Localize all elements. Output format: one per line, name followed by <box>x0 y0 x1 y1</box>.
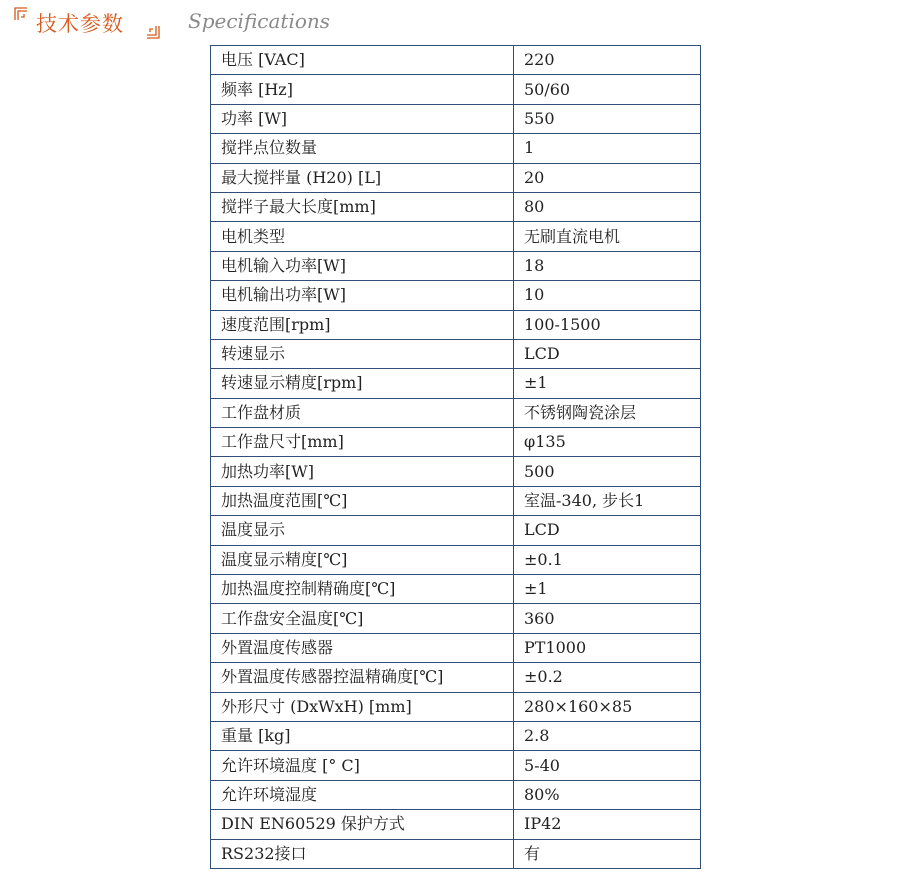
table-row <box>211 310 701 339</box>
spec-label: 工作盘安全温度[℃] <box>211 604 514 633</box>
spec-label: 允许环境温度 [° C] <box>211 751 514 780</box>
table-row <box>211 339 701 368</box>
title-frame <box>14 7 160 39</box>
table-row <box>211 104 701 133</box>
spec-value: IP42 <box>514 810 701 839</box>
spec-value: 5-40 <box>514 751 701 780</box>
spec-value: 室温-340, 步长1 <box>514 486 701 515</box>
spec-label: DIN EN60529 保护方式 <box>211 810 514 839</box>
spec-label: 工作盘尺寸[mm] <box>211 428 514 457</box>
table-row <box>211 46 701 75</box>
spec-value: 18 <box>514 251 701 280</box>
section-subtitle: Specifications <box>188 9 331 33</box>
spec-label: 工作盘材质 <box>211 398 514 427</box>
spec-value: 500 <box>514 457 701 486</box>
spec-value: 360 <box>514 604 701 633</box>
spec-label: RS232接口 <box>211 839 514 868</box>
spec-value: ±0.2 <box>514 663 701 692</box>
spec-value: 2.8 <box>514 721 701 750</box>
spec-value: 有 <box>514 839 701 868</box>
spec-label: 加热温度控制精确度[℃] <box>211 575 514 604</box>
corner-ornament-icon <box>146 25 160 39</box>
spec-label: 搅拌子最大长度[mm] <box>211 192 514 221</box>
table-row <box>211 721 701 750</box>
table-row <box>211 810 701 839</box>
spec-label: 转速显示精度[rpm] <box>211 369 514 398</box>
spec-label: 频率 [Hz] <box>211 75 514 104</box>
spec-value: φ135 <box>514 428 701 457</box>
spec-value: ±1 <box>514 369 701 398</box>
spec-value: 220 <box>514 46 701 75</box>
section-title: 技术参数 <box>36 12 124 36</box>
spec-value: LCD <box>514 516 701 545</box>
spec-label: 转速显示 <box>211 339 514 368</box>
section-header <box>0 0 900 44</box>
table-row <box>211 604 701 633</box>
spec-label: 电机输入功率[W] <box>211 251 514 280</box>
table-row <box>211 486 701 515</box>
table-row <box>211 780 701 809</box>
spec-value: 10 <box>514 281 701 310</box>
spec-label: 电机输出功率[W] <box>211 281 514 310</box>
spec-value: 550 <box>514 104 701 133</box>
table-row <box>211 692 701 721</box>
spec-value: 无刷直流电机 <box>514 222 701 251</box>
spec-label: 外形尺寸 (DxWxH) [mm] <box>211 692 514 721</box>
spec-label: 电机类型 <box>211 222 514 251</box>
table-row <box>211 222 701 251</box>
table-row <box>211 192 701 221</box>
spec-label: 速度范围[rpm] <box>211 310 514 339</box>
spec-label: 最大搅拌量 (H20) [L] <box>211 163 514 192</box>
table-row <box>211 134 701 163</box>
spec-label: 电压 [VAC] <box>211 46 514 75</box>
spec-label: 外置温度传感器 <box>211 633 514 662</box>
spec-value: 50/60 <box>514 75 701 104</box>
table-row <box>211 663 701 692</box>
spec-label: 重量 [kg] <box>211 721 514 750</box>
table-row <box>211 251 701 280</box>
table-row <box>211 516 701 545</box>
spec-label: 功率 [W] <box>211 104 514 133</box>
spec-label: 温度显示 <box>211 516 514 545</box>
table-row <box>211 369 701 398</box>
spec-label: 加热功率[W] <box>211 457 514 486</box>
table-row <box>211 839 701 868</box>
spec-value: 20 <box>514 163 701 192</box>
table-row <box>211 428 701 457</box>
spec-value: 不锈钢陶瓷涂层 <box>514 398 701 427</box>
table-row <box>211 163 701 192</box>
table-row <box>211 545 701 574</box>
spec-value: ±0.1 <box>514 545 701 574</box>
table-row <box>211 398 701 427</box>
corner-ornament-icon <box>14 7 28 21</box>
spec-value: LCD <box>514 339 701 368</box>
table-row <box>211 75 701 104</box>
spec-label: 加热温度范围[℃] <box>211 486 514 515</box>
spec-value: 80% <box>514 780 701 809</box>
table-row <box>211 633 701 662</box>
spec-value: 80 <box>514 192 701 221</box>
table-row <box>211 281 701 310</box>
spec-value: 280×160×85 <box>514 692 701 721</box>
table-row <box>211 751 701 780</box>
spec-label: 外置温度传感器控温精确度[℃] <box>211 663 514 692</box>
spec-value: ±1 <box>514 575 701 604</box>
spec-label: 搅拌点位数量 <box>211 134 514 163</box>
spec-value: PT1000 <box>514 633 701 662</box>
table-row <box>211 457 701 486</box>
table-row <box>211 575 701 604</box>
spec-label: 允许环境湿度 <box>211 780 514 809</box>
spec-value: 100-1500 <box>514 310 701 339</box>
spec-value: 1 <box>514 134 701 163</box>
spec-table <box>210 45 701 869</box>
spec-label: 温度显示精度[℃] <box>211 545 514 574</box>
